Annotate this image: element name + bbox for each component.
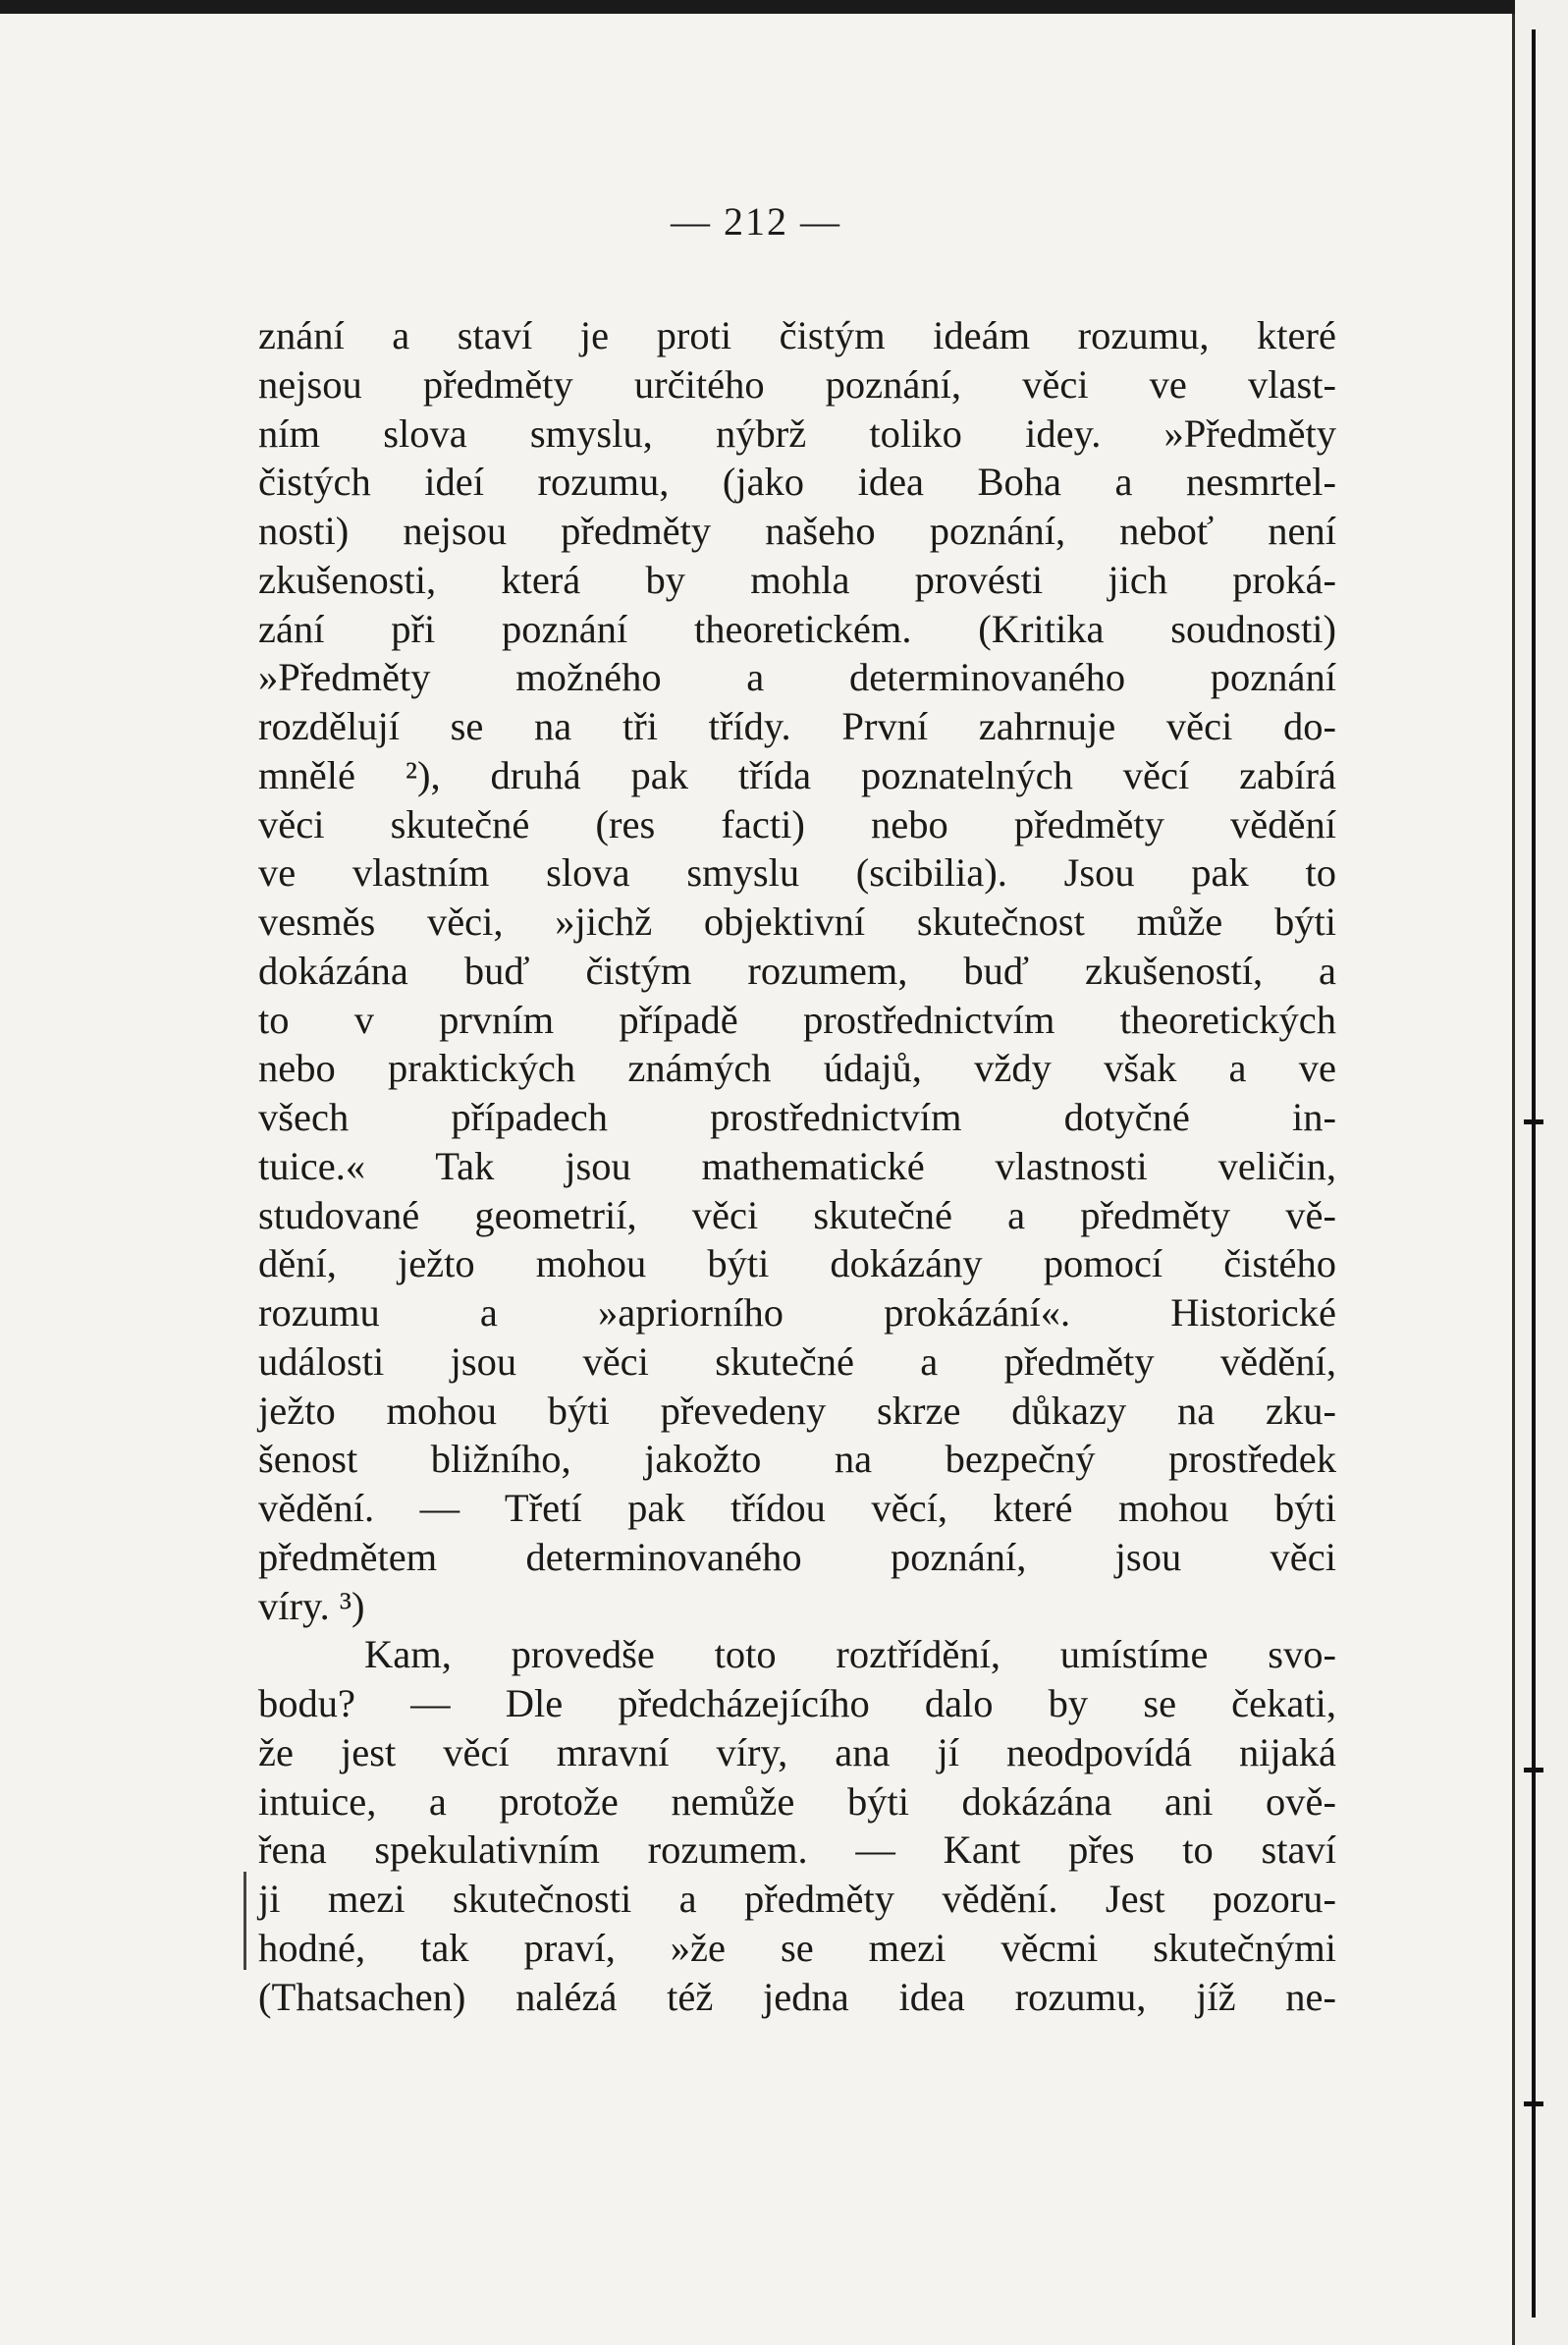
text-line: ním slova smyslu, nýbrž toliko idey. »Předměty (258, 410, 1336, 456)
text-line: nosti) nejsou předměty našeho poznání, neboť není (258, 509, 1336, 553)
text-line: všech případech prostřednictvím dotyčné in- (258, 1095, 1336, 1139)
text-line: mnělé ²), druhá pak třída poznatelných věcí zabírá (258, 752, 1336, 797)
text-line: nebo praktických známých údajů, vždy však a ve (258, 1046, 1336, 1091)
text-line: »Předměty možného a determinovaného poznání (258, 655, 1336, 700)
text-line: (Thatsachen) nalézá též jedna idea rozumu, jíž ne- (258, 1974, 1336, 2019)
rule-tick (1524, 1768, 1543, 1772)
rule-tick (1524, 2101, 1543, 2106)
text-line: ježto mohou býti převedeny skrze důkazy na zku- (258, 1388, 1336, 1433)
text-line: víry. ³) (258, 1583, 365, 1628)
text-line: zkušenosti, která by mohla provésti jich proká- (258, 557, 1336, 602)
text-line: nejsou předměty určitého poznání, věci ve vlast- (258, 361, 1336, 407)
text-line: vědění. — Třetí pak třídou věcí, které mohou býti (258, 1486, 1336, 1530)
text-line: šenost bližního, jakožto na bezpečný prostředek (258, 1437, 1336, 1482)
text-line: Kam, provedše toto roztřídění, umístíme svo- (364, 1632, 1336, 1677)
text-line: řena spekulativním rozumem. — Kant přes to staví (258, 1827, 1336, 1873)
text-line: hodné, tak praví, »že se mezi věcmi skutečnými (258, 1925, 1336, 1970)
book-page (0, 14, 1515, 2345)
text-line: že jest věcí mravní víry, ana jí neodpovídá nijaká (258, 1729, 1336, 1774)
facing-page-edge (1515, 0, 1568, 2345)
rule-tick (1524, 1119, 1543, 1124)
page-number: — 212 — (671, 199, 841, 244)
text-line: bodu? — Dle předcházejícího dalo by se čekati, (258, 1681, 1336, 1725)
text-line: věci skutečné (res facti) nebo předměty vědění (258, 801, 1336, 846)
text-line: ve vlastním slova smyslu (scibilia). Jsou pak to (258, 850, 1336, 896)
text-line: čistých ideí rozumu, (jako idea Boha a nesmrtel- (258, 460, 1336, 505)
body-text (258, 311, 1336, 2021)
text-line: intuice, a protože nemůže býti dokázána ani ově- (258, 1778, 1336, 1824)
text-line: tuice.« Tak jsou mathematické vlastnosti veličin, (258, 1143, 1336, 1188)
margin-mark (243, 1872, 246, 1970)
text-line: rozdělují se na tři třídy. První zahrnuje věci do- (258, 704, 1336, 748)
text-line: dokázána buď čistým rozumem, buď zkušeností, a (258, 948, 1336, 993)
text-line: ji mezi skutečnosti a předměty vědění. Jest pozoru- (258, 1877, 1336, 1921)
text-line: znání a staví je proti čistým ideám rozumu, které (258, 313, 1336, 357)
text-line: rozumu a »apriorního prokázání«. Historické (258, 1290, 1336, 1335)
text-line: události jsou věci skutečné a předměty vědění, (258, 1338, 1336, 1384)
facing-page-rule (1532, 29, 1536, 2318)
text-line: předmětem determinovaného poznání, jsou věci (258, 1534, 1336, 1579)
text-line: zání při poznání theoretickém. (Kritika soudnosti) (258, 606, 1336, 651)
text-line: studované geometrií, věci skutečné a předměty vě- (258, 1192, 1336, 1237)
text-line: dění, ježto mohou býti dokázány pomocí čistého (258, 1241, 1336, 1286)
text-line: to v prvním případě prostřednictvím theoretických (258, 997, 1336, 1042)
text-line: vesměs věci, »jichž objektivní skutečnost může býti (258, 900, 1336, 944)
